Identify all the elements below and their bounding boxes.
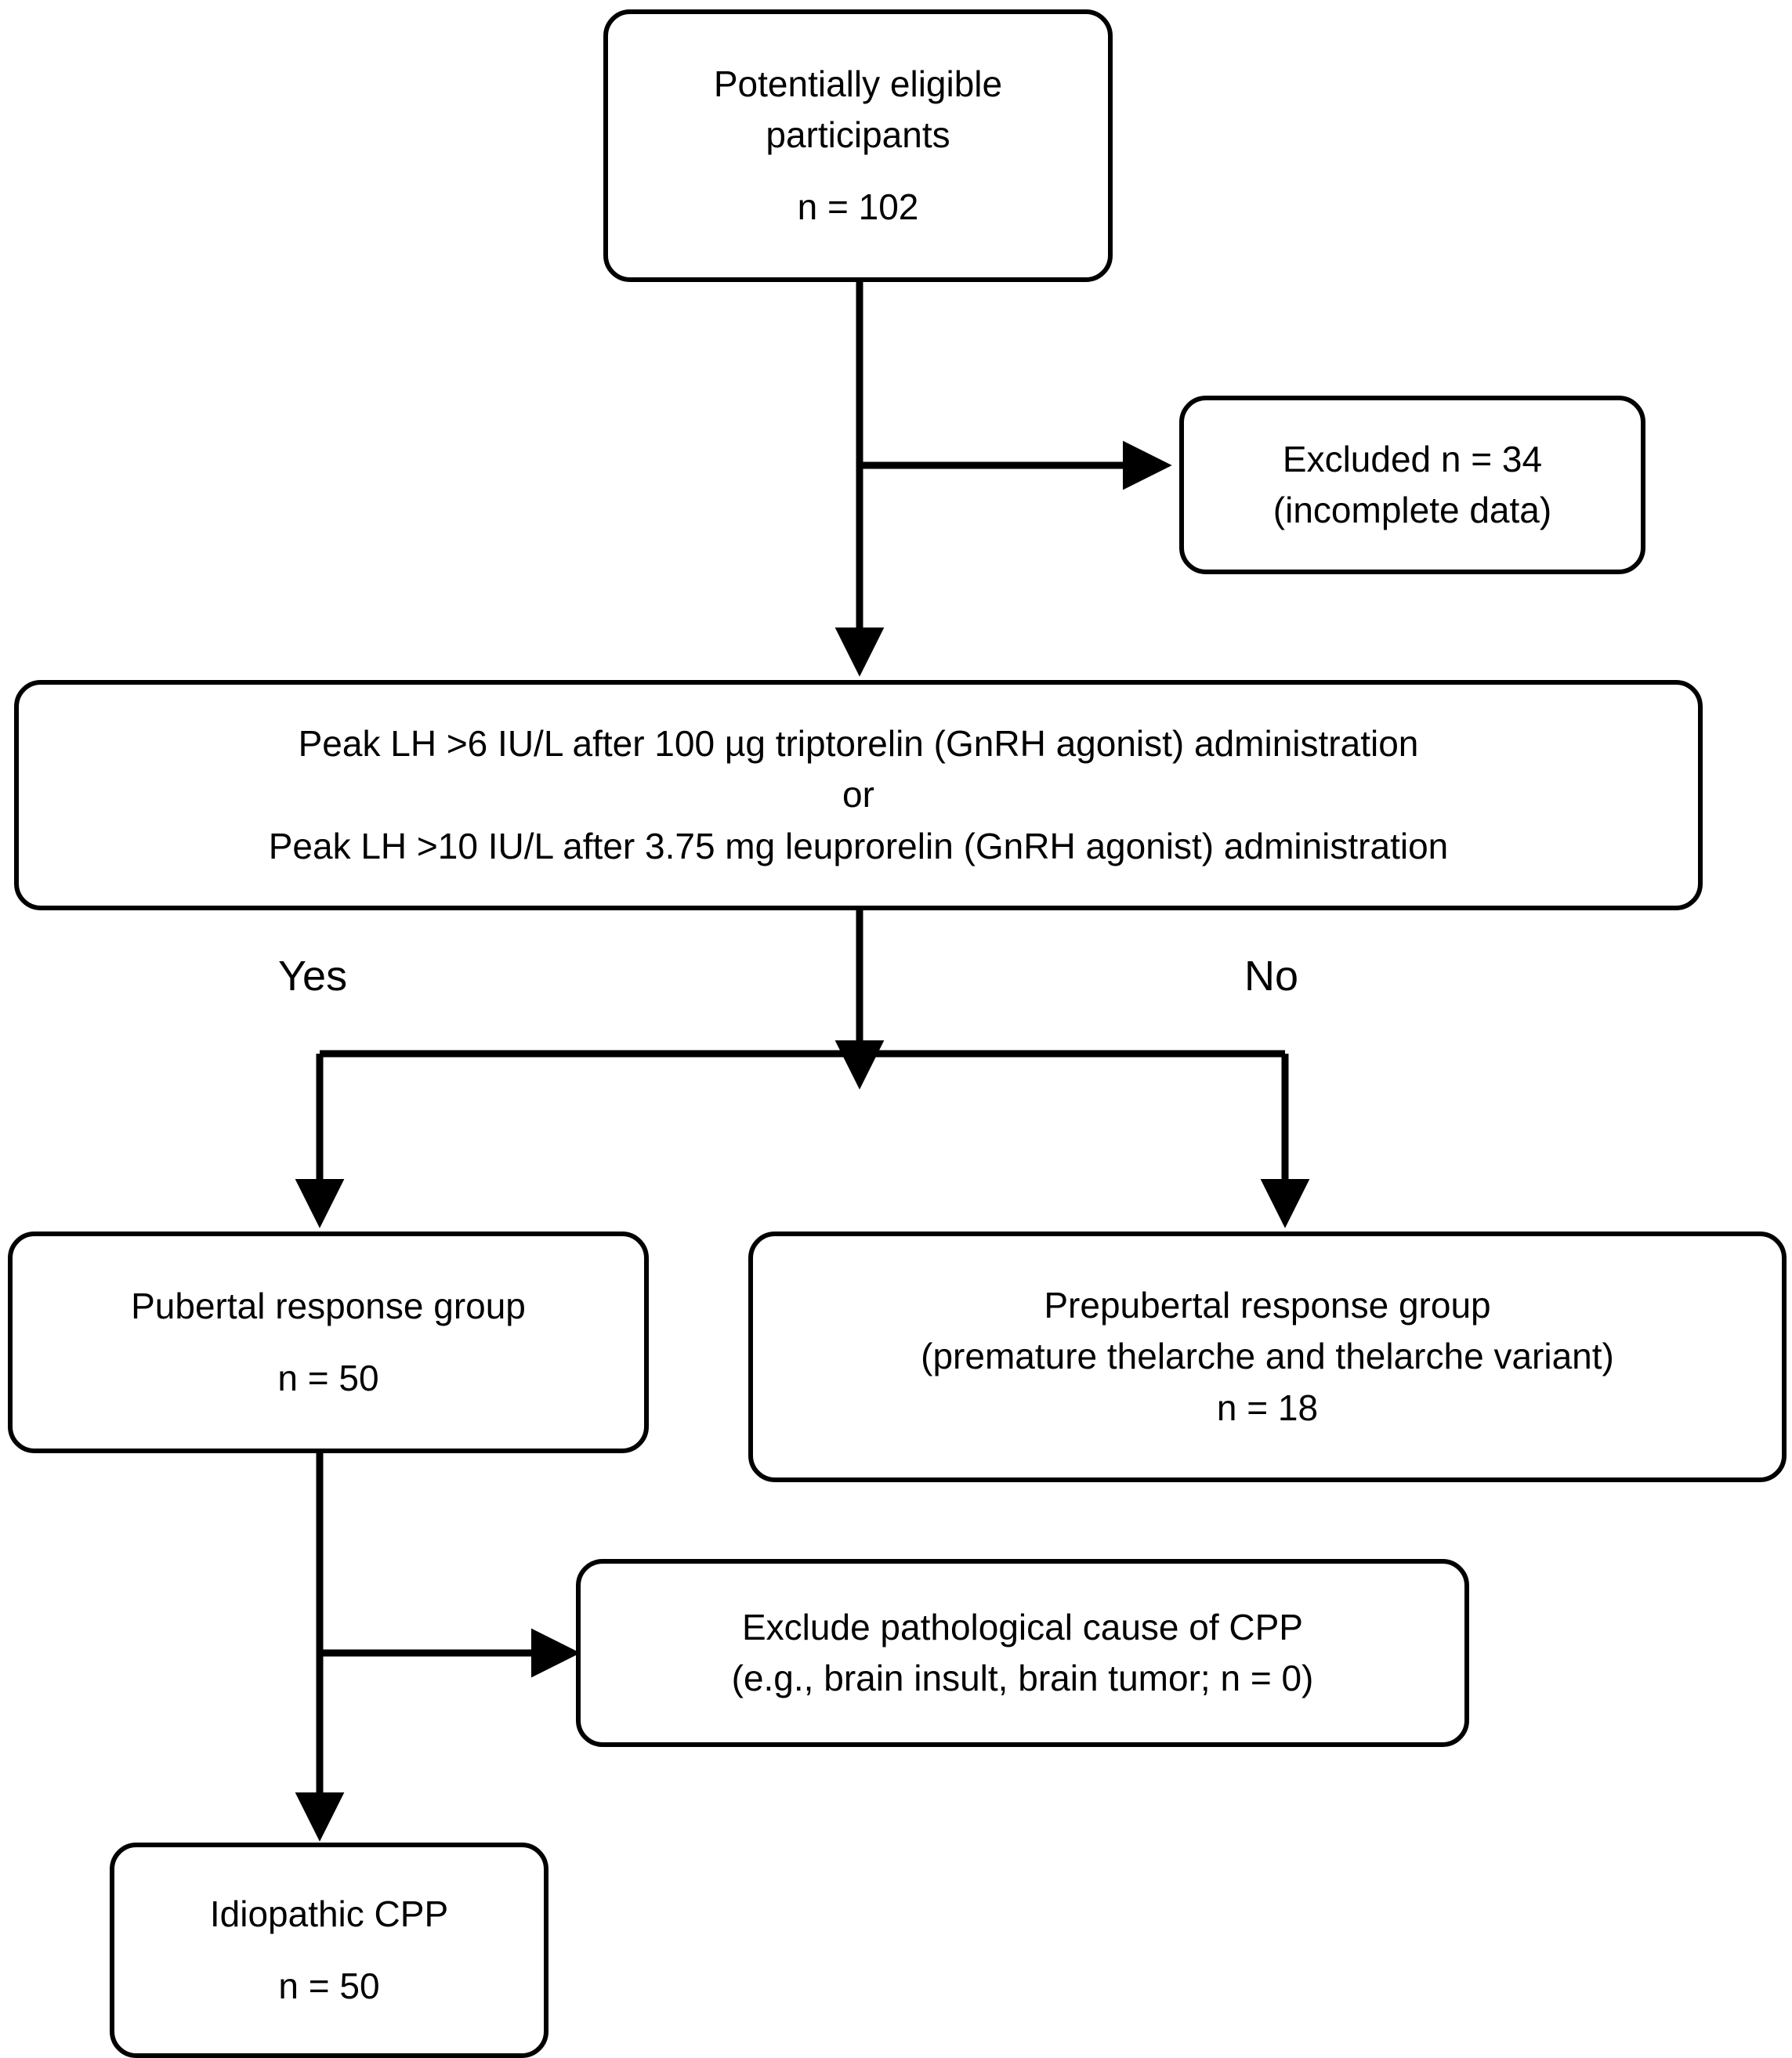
node-count: n = 102 bbox=[797, 186, 919, 227]
node-line: Potentially eligible bbox=[713, 63, 1003, 105]
node-line: Excluded n = 34 bbox=[1282, 438, 1543, 479]
node-prepubertal-response bbox=[748, 1232, 1787, 1482]
node-line: Peak LH >10 IU/L after 3.75 mg leuprorelin (GnRH agonist) administration bbox=[268, 825, 1449, 866]
node-lh-criteria bbox=[14, 680, 1703, 910]
node-line: (incomplete data) bbox=[1273, 490, 1552, 530]
node-line: (premature thelarche and thelarche variant) bbox=[921, 1336, 1614, 1377]
node-line: participants bbox=[766, 114, 950, 156]
node-line: Idiopathic CPP bbox=[209, 1893, 449, 1935]
node-pubertal-response bbox=[8, 1232, 649, 1453]
node-excluded bbox=[1179, 396, 1645, 574]
node-line: Exclude pathological cause of CPP bbox=[742, 1606, 1303, 1647]
node-line: or bbox=[842, 774, 874, 816]
branch-label-yes: Yes bbox=[278, 953, 348, 1000]
node-line: Pubertal response group bbox=[131, 1286, 526, 1327]
node-potentially-eligible bbox=[603, 9, 1113, 282]
node-line: n = 18 bbox=[1216, 1387, 1319, 1428]
node-count: n = 50 bbox=[278, 1965, 380, 2006]
node-line: Peak LH >6 IU/L after 100 µg triptorelin (GnRH agonist) administration bbox=[298, 723, 1419, 765]
node-count: n = 50 bbox=[277, 1357, 379, 1398]
node-line: Prepubertal response group bbox=[1044, 1285, 1491, 1326]
node-idiopathic-cpp bbox=[110, 1843, 548, 2058]
node-line: (e.g., brain insult, brain tumor; n = 0) bbox=[731, 1658, 1314, 1698]
node-exclude-pathological-cause bbox=[576, 1559, 1469, 1747]
branch-label-no: No bbox=[1244, 953, 1299, 1000]
